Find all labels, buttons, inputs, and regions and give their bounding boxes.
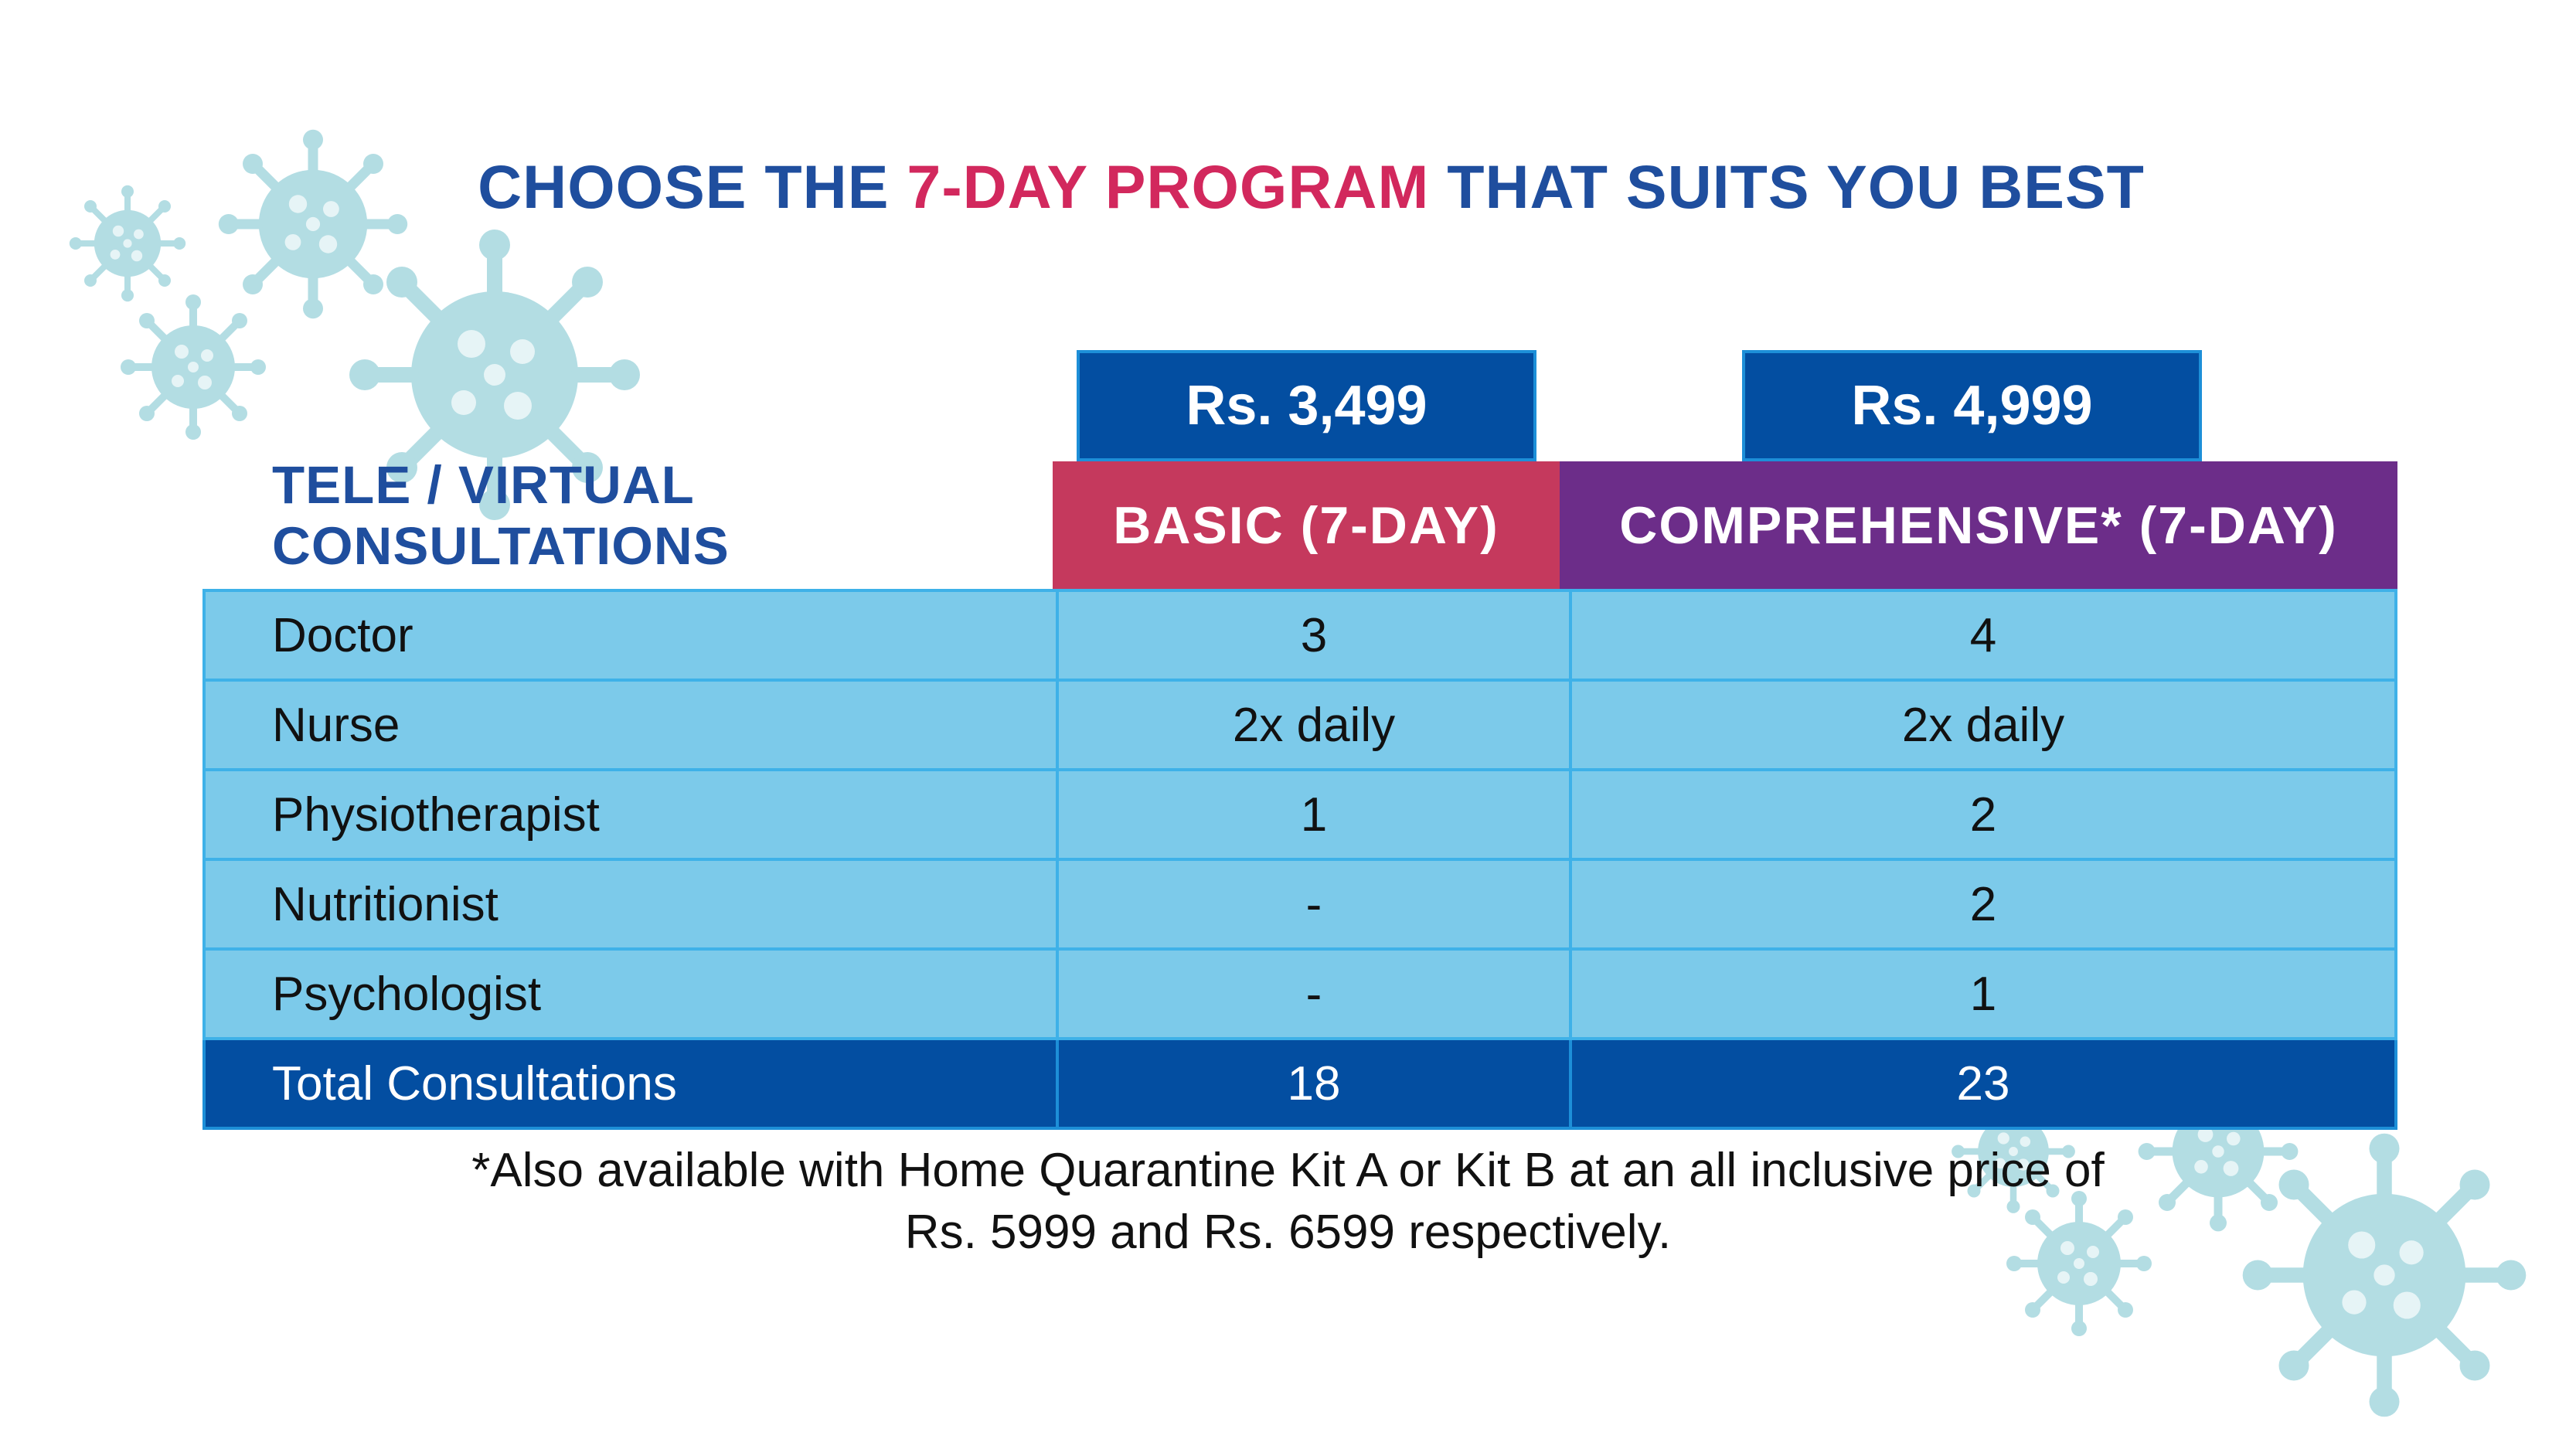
- footnote-line1: *Also available with Home Quarantine Kit A or Kit B at an all inclusive price of: [471, 1144, 2105, 1197]
- title-suffix: THAT SUITS YOU BEST: [1447, 152, 2145, 221]
- total-label: Total Consultations: [204, 1039, 1057, 1128]
- table-row: [204, 770, 2396, 859]
- row-label: Nutritionist: [204, 859, 1057, 949]
- table-row: [204, 949, 2396, 1039]
- table-row: [204, 590, 2396, 680]
- basic-plan-header: BASIC (7-DAY): [1053, 461, 1560, 589]
- section-title: [272, 454, 730, 577]
- comprehensive-plan-header: COMPREHENSIVE* (7-DAY): [1560, 461, 2397, 589]
- section-title-line1: TELE / VIRTUAL: [272, 455, 695, 515]
- comprehensive-value: 4: [1570, 590, 2396, 680]
- footnote-line2: Rs. 5999 and Rs. 6599 respectively.: [904, 1206, 1672, 1259]
- footnote: [0, 1140, 2576, 1264]
- section-title-line2: CONSULTATIONS: [272, 516, 730, 576]
- row-label: Nurse: [204, 680, 1057, 770]
- total-row: [204, 1039, 2396, 1128]
- comprehensive-total: 23: [1570, 1039, 2396, 1128]
- basic-value: -: [1057, 949, 1570, 1039]
- basic-value: 2x daily: [1057, 680, 1570, 770]
- basic-value: 3: [1057, 590, 1570, 680]
- comprehensive-value: 2: [1570, 859, 2396, 949]
- table-row: [204, 859, 2396, 949]
- row-label: Psychologist: [204, 949, 1057, 1039]
- basic-price-badge: Rs. 3,499: [1077, 350, 1536, 461]
- table-row: [204, 680, 2396, 770]
- comprehensive-value: 1: [1570, 949, 2396, 1039]
- comprehensive-value: 2: [1570, 770, 2396, 859]
- row-label: Doctor: [204, 590, 1057, 680]
- basic-value: 1: [1057, 770, 1570, 859]
- comprehensive-price-badge: Rs. 4,999: [1742, 350, 2202, 461]
- title-prefix: CHOOSE THE: [478, 152, 890, 221]
- virus-icon: [116, 290, 271, 444]
- page-title: [0, 151, 2576, 223]
- comprehensive-value: 2x daily: [1570, 680, 2396, 770]
- comparison-table: [202, 589, 2397, 1130]
- row-label: Physiotherapist: [204, 770, 1057, 859]
- basic-total: 18: [1057, 1039, 1570, 1128]
- title-highlight: 7-DAY PROGRAM: [907, 152, 1430, 221]
- basic-value: -: [1057, 859, 1570, 949]
